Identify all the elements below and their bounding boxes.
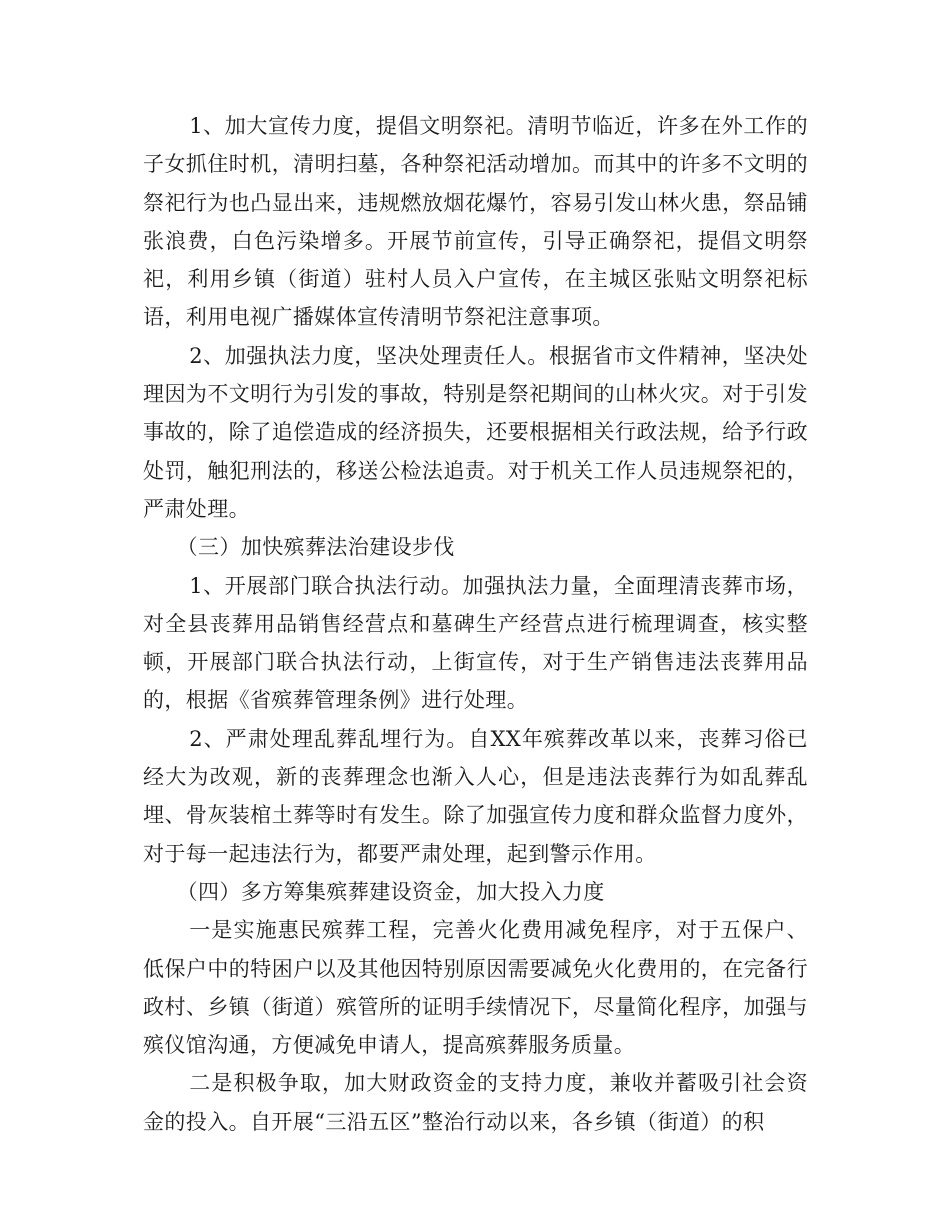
- paragraph-law-enforcement: 2、加强执法力度，坚决处理责任人。根据省市文件精神，坚决处理因为不文明行为引发的事故，特别是祭祀期间的山林火灾。对于引发事故的，除了追偿造成的经济损失，还要根据相关行政法规，给予行政处罚，触犯刑法的，移送公检法追责。对于机关工作人员违规祭祀的，严肃处理。: [143, 343, 808, 521]
- paragraph-fiscal-support: 二是积极争取，加大财政资金的支持力度，兼收并蓄吸引社会资金的投入。自开展“三沿五区”整治行动以来，各乡镇（街道）的积: [143, 1071, 808, 1134]
- section-heading-funeral-legal: （三）加快殡葬法治建设步伐: [176, 535, 455, 560]
- paragraph-benefit-project: 一是实施惠民殡葬工程，完善火化费用减免程序，对于五保户、低保户中的特困户以及其他因特别原因需要减免火化费用的，在完备行政村、乡镇（街道）殡管所的证明手续情况下，尽量简化程序，加强与殡仪馆沟通，方便减免申请人，提高殡葬服务质量。: [143, 918, 808, 1058]
- paragraph-civilized-sacrifice: 1、加大宣传力度，提倡文明祭祀。清明节临近，许多在外工作的子女抓住时机，清明扫墓，各种祭祀活动增加。而其中的许多不文明的祭祀行为也凸显出来，违规燃放烟花爆竹，容易引发山林火患，祭品铺张浪费，白色污染增多。开展节前宣传，引导正确祭祀，提倡文明祭祀，利用乡镇（街道）驻村人员入户宣传，在主城区张贴文明祭祀标语，利用电视广播媒体宣传清明节祭祀注意事项。: [143, 114, 808, 330]
- paragraph-illegal-burial: 2、严肃处理乱葬乱埋行为。自XX年殡葬改革以来，丧葬习俗已经大为改观，新的丧葬理念也渐入人心，但是违法丧葬行为如乱葬乱埋、骨灰装棺土葬等时有发生。除了加强宣传力度和群众监督力度外，对于每一起违法行为，都要严肃处理，起到警示作用。: [143, 726, 808, 866]
- section-heading-funding: （四）多方筹集殡葬建设资金，加大投入力度: [176, 879, 605, 904]
- document-body: [143, 107, 808, 1141]
- paragraph-joint-enforcement: 1、开展部门联合执法行动。加强执法力量，全面理清丧葬市场，对全县丧葬用品销售经营点和墓碑生产经营点进行梳理调查，核实整顿，开展部门联合执法行动，上街宣传，对于生产销售违法丧葬用品的，根据《省殡葬管理条例》进行处理。: [143, 573, 808, 713]
